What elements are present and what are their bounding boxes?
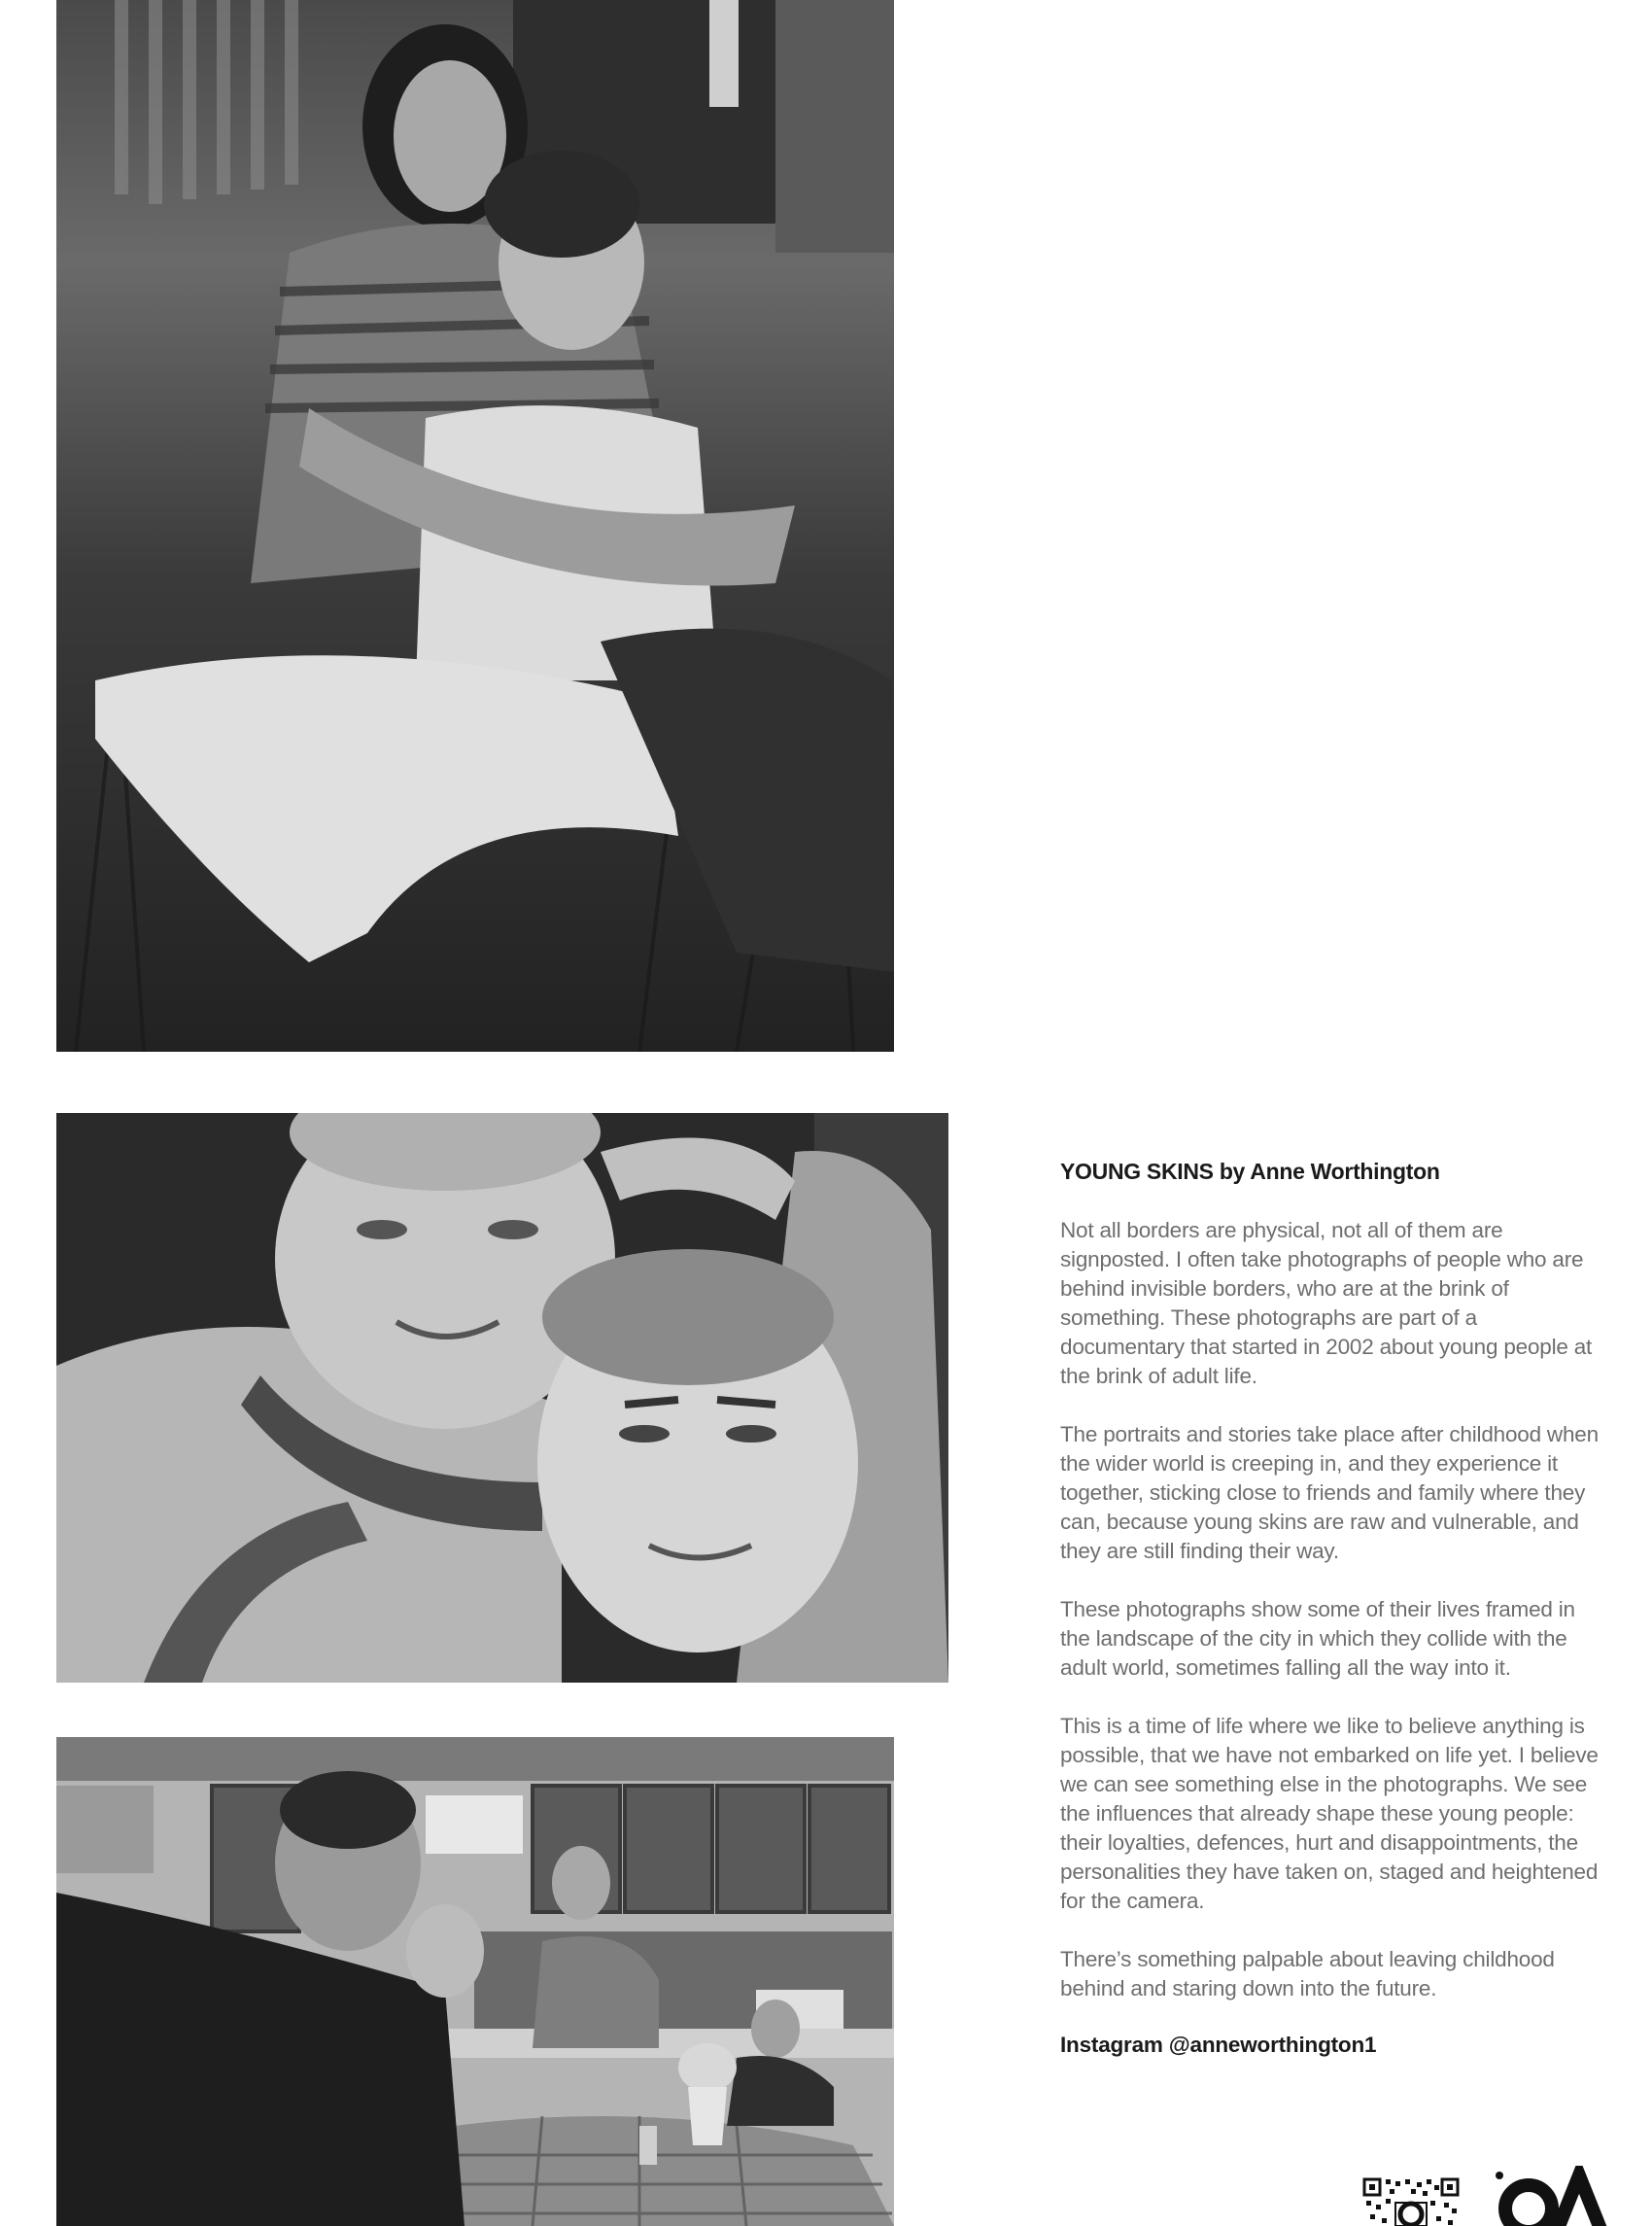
article-paragraph: This is a time of life where we like to believe anything is possible, that we have not embarked on life yet. I believe we can see something else in the photographs. We see the influences that already shape these young people: their loyalties, defences, hurt and disappointments, the personalities they have taken on, staged and heightened for the camera.	[1060, 1714, 1599, 1913]
article-headline: YOUNG SKINS by Anne Worthington	[1060, 1159, 1440, 1184]
oa-logo-icon	[1492, 2166, 1608, 2226]
article-paragraph: There’s something palpable about leaving childhood behind and staring down into the future.	[1060, 1947, 1555, 2000]
article-paragraph: Not all borders are physical, not all of them are signposted. I often take photographs of people who are behind invisible borders, who are at the brink of something. These photographs are part of a documentary that started in 2002 about young people at the brink of adult life.	[1060, 1218, 1593, 1388]
photo-boys-in-kitchen	[56, 1737, 894, 2226]
photo-two-boys	[56, 1113, 948, 1683]
article-paragraph: The portraits and stories take place after childhood when the wider world is creeping in, and they experience it together, sticking close to friends and family where they can, because young skins are raw and vulnerable, and they are still finding their way.	[1060, 1422, 1599, 1563]
article-paragraph: These photographs show some of their lives framed in the landscape of the city in which they collide with the adult world, sometimes falling all the way into it.	[1060, 1597, 1575, 1680]
article	[1060, 1159, 1604, 2058]
photo-woman-and-girl	[56, 0, 894, 1052]
qr-code-icon[interactable]	[1362, 2177, 1460, 2226]
instagram-handle[interactable]: Instagram @anneworthington1	[1060, 2033, 1377, 2057]
